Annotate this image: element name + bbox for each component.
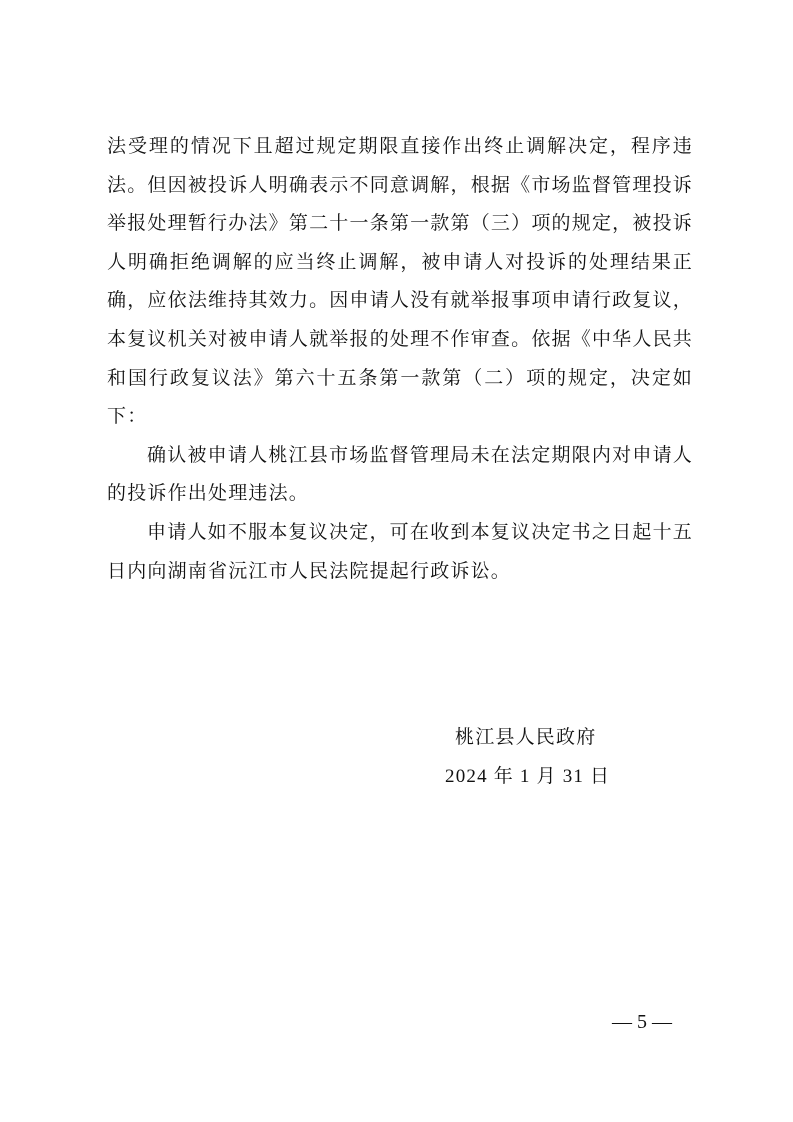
paragraph-decision: 确认被申请人桃江县市场监督管理局未在法定期限内对申请人的投诉作出处理违法。: [107, 443, 693, 505]
issuing-organization: 桃江县人民政府: [455, 726, 597, 748]
page-number: — 5 —: [612, 1011, 672, 1033]
paragraph-appeal-notice: 申请人如不服本复议决定，可在收到本复议决定书之日起十五日内向湖南省沅江市人民法院提起行政诉讼。: [107, 520, 693, 582]
issue-date: 2024 年 1 月 31 日: [445, 766, 611, 787]
document-body: [107, 127, 693, 590]
paragraph-continued-reasoning: 法受理的情况下且超过规定期限直接作出终止调解决定，程序违法。但因被投诉人明确表示不同意调解，根据《市场监督管理投诉举报处理暂行办法》第二十一条第一款第（三）项的规定，被投诉人明确拒绝调解的应当终止调解，被申请人对投诉的处理结果正确，应依法维持其效力。因申请人没有就举报事项申请行政复议，本复议机关对被申请人就举报的处理不作审查。依据《中华人民共和国行政复议法》第六十五条第一款第（二）项的规定，决定如下：: [107, 135, 693, 428]
